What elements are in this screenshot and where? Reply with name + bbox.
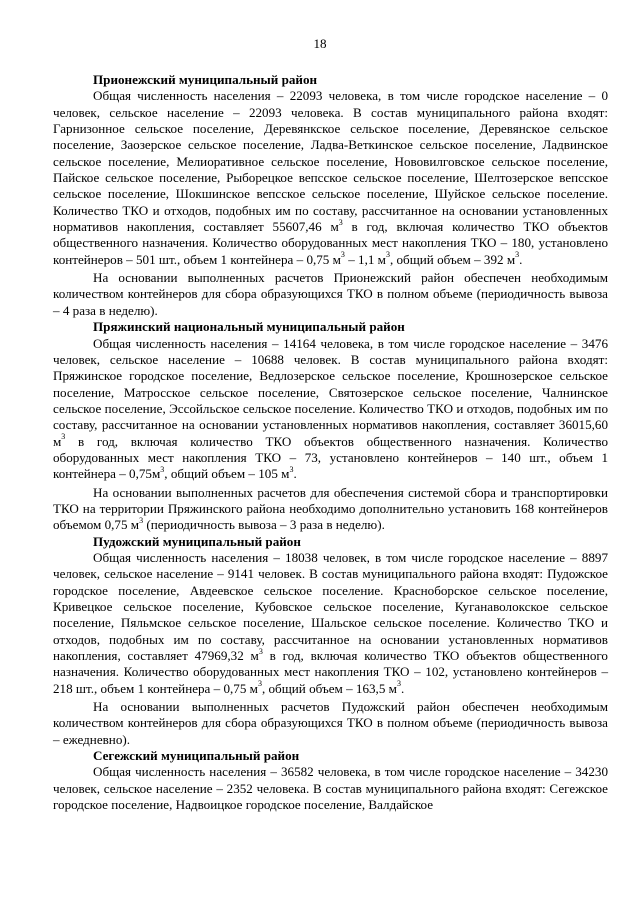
page-content <box>53 72 608 813</box>
section-body-segezhsky: Общая численность населения – 36582 человека, в том числе городское население – 34230 человек, сельское население – 2352 человека. В состав муниципального района входят: Сегежское городское поселение, Надвоицкое городское поселение, Валдайское <box>53 764 608 813</box>
section-heading-pudozhsky: Пудожский муниципальный район <box>93 533 301 549</box>
section-conclusion-prionezhsky: На основании выполненных расчетов Прионежский район обеспечен необходимым количеством контейнеров для сбора образующихся ТКО в полном объеме (периодичность вывоза – 4 раза в неделю). <box>53 270 608 318</box>
section-conclusion-pudozhsky: На основании выполненных расчетов Пудожский район обеспечен необходимым количеством контейнеров для сбора образующихся ТКО в полном объеме (периодичность вывоза – ежедневно). <box>53 699 608 747</box>
section-body-prionezhsky: Общая численность населения – 22093 человека, в том числе городское население – 0 человек, сельское население – 22093 человека. В состав муниципального района входят: Гарнизонное сельское поселение, Деревянкское сельское поселение, Деревянское сельское поселение, Заозерское сельское поселение, Ладва-Веткинское сельское поселение, Ладвинское сельское поселение, Мелиоративное сельское поселение, Нововилговское сельское поселение, Пайское сельское поселение, Рыборецкое вепсское сельское поселение, Шелтозерское вепсское сельское поселение, Шокшинское вепсское сельское поселение, Шуйское сельское поселение. Количество ТКО и отходов, подобных им по составу, рассчитанное на основании установленных нормативов накопления, составляет 55607,46 $м^3$ в год, включая количество ТКО объектов общественного назначения. Количество оборудованных мест накопления ТКО – 180, установлено контейнеров – 501 шт., объем 1 контейнера – 0,75 $м^3 - 1,1$ $м^3$, общий объем – 392 $м^3$. <box>53 88 608 267</box>
section-heading-segezhsky: Сегежский муниципальный район <box>93 748 300 764</box>
page-number: 18 <box>313 36 327 51</box>
section-body-pudozhsky: Общая численность населения – 18038 человек, в том числе городское население – 8897 человек, сельское население – 9141 человек. В состав муниципального района входят: Пудожское городское поселение, Авдеевское сельское поселение. Красноборское сельское поселение, Кривецкое сельское поселение, Кубовское сельское поселение, Куганаволокское сельское поселение, Пяльмское сельское поселение, Шальское сельское поселение. Количество ТКО и отходов, подобных им по составу, рассчитанное на основании установленных нормативов накопления, составляет 47969,32 $м^3$ в год, включая количество ТКО объектов общественного назначения. Количество оборудованных мест накопления ТКО – 102, установлено контейнеров – 218 шт., объем 1 контейнера – 0,75 $м^3$, общий объем – 163,5 $м^3$. <box>53 549 608 696</box>
section-heading-pryazhinsky: Пряжинский национальный муниципальный район <box>93 319 405 335</box>
section-conclusion-pryazhinsky: На основании выполненных расчетов для обеспечения системой сбора и транспортировки ТКО на территории Пряжинского района необходимо дополнительно установить 168 контейнеров объемом 0,75 $м^3$ (периодичность вывоза – 3 раза в неделю). <box>53 484 608 533</box>
section-heading-prionezhsky: Прионежский муниципальный район <box>93 72 318 87</box>
section-body-pryazhinsky: Общая численность населения – 14164 человека, в том числе городское население – 3476 человек, сельское население – 10688 человек. В состав муниципального района входят: Пряжинское городское поселение, Ведлозерское сельское поселение, Крошнозерское сельское поселение, Матросское сельское поселение, Святозерское сельское поселение, Чалнинское сельское поселение, Эссойльское сельское поселение. Количество ТКО и отходов, подобных им по составу, рассчитанное на основании установленных нормативов накопления, составляет 36015,60 $м^3$ в год, включая количество ТКО объектов общественного назначения. Количество оборудованных мест накопления ТКО – 73, установлено контейнеров – 140 шт., объем 1 контейнера – $0,75м^3$, общий объем – 105 $м^3$. <box>53 335 608 482</box>
